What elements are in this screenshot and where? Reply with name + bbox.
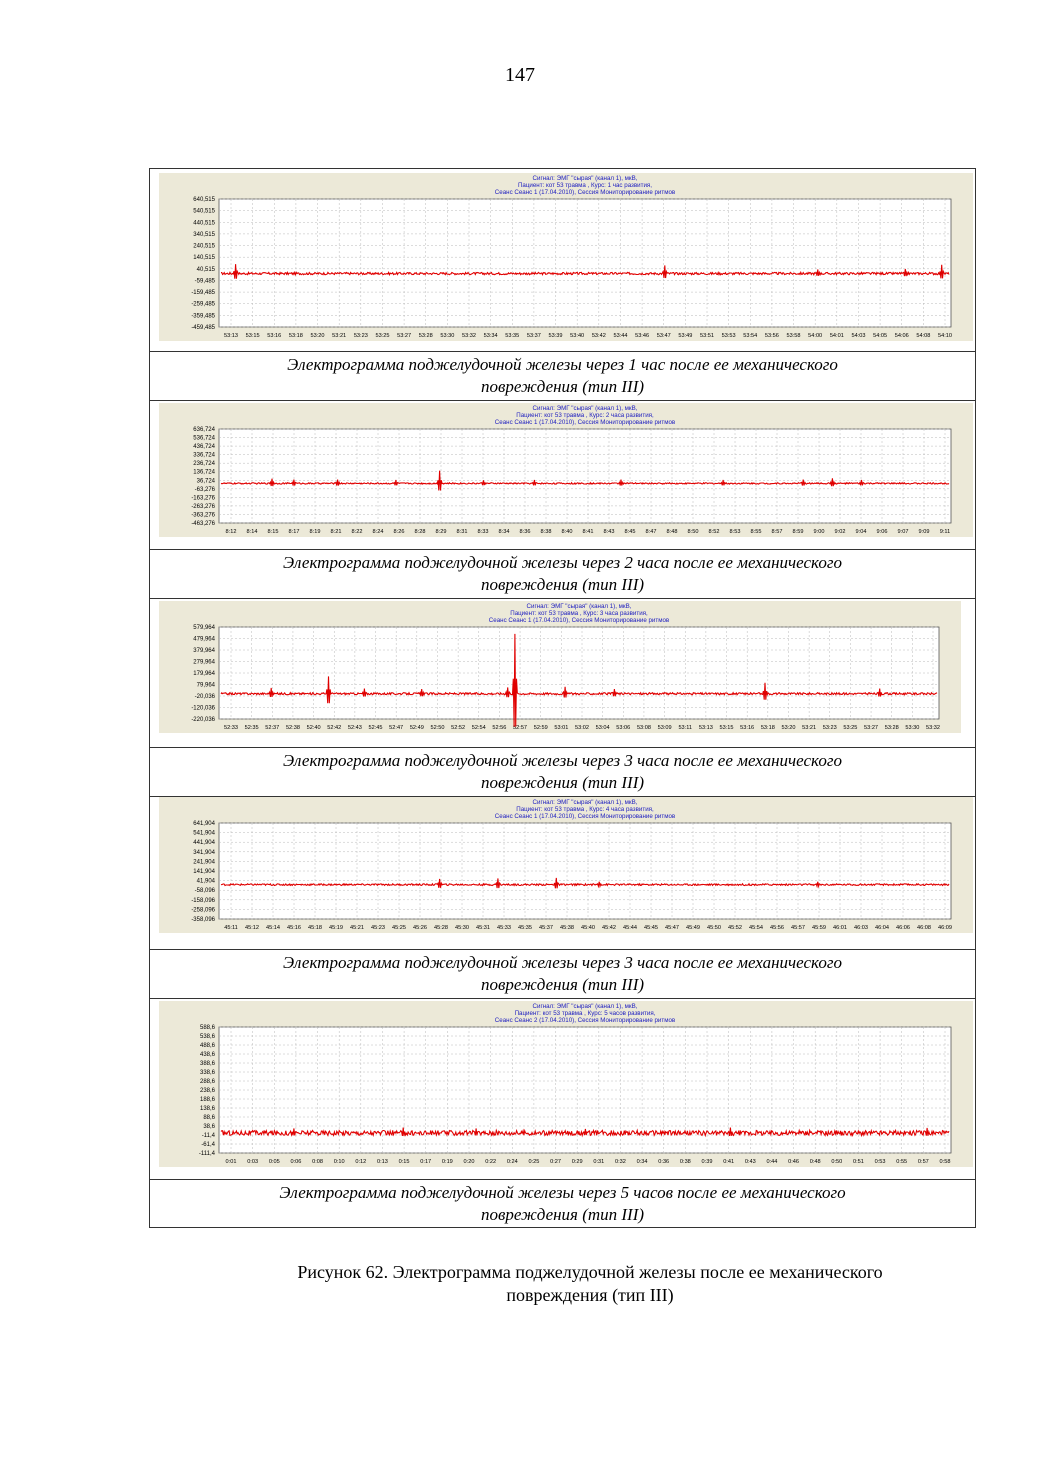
y-tick-label: 436,724	[193, 444, 215, 451]
chart-header-line: Сеанс Сеанс 2 (17.04.2010), Сессия Мониторирование ритмов	[494, 1017, 676, 1024]
y-tick-label: 579,964	[193, 625, 215, 631]
x-tick-label: 8:45	[624, 529, 636, 535]
x-tick-label: 45:25	[392, 925, 406, 931]
x-tick-label: 54:10	[938, 333, 952, 339]
x-tick-label: 9:04	[855, 529, 867, 535]
x-tick-label: 53:25	[843, 725, 858, 731]
x-tick-label: 45:18	[308, 925, 322, 931]
x-tick-label: 52:57	[513, 725, 528, 731]
x-tick-label: 0:39	[701, 1159, 713, 1165]
x-tick-label: 53:46	[635, 333, 650, 339]
x-tick-label: 52:40	[306, 725, 321, 731]
x-tick-label: 0:12	[355, 1159, 367, 1165]
x-tick-label: 53:20	[310, 333, 325, 339]
x-tick-label: 0:53	[874, 1159, 886, 1165]
x-tick-label: 45:50	[707, 925, 721, 931]
x-tick-label: 53:18	[760, 725, 775, 731]
x-tick-label: 9:07	[897, 529, 909, 535]
x-tick-label: 0:51	[853, 1159, 864, 1165]
y-tick-label: -363,276	[191, 512, 215, 519]
x-tick-label: 45:59	[812, 925, 826, 931]
x-tick-label: 52:52	[451, 725, 466, 731]
x-tick-label: 53:20	[781, 725, 796, 731]
x-tick-label: 45:49	[686, 925, 700, 931]
y-tick-label: -263,276	[191, 503, 215, 510]
x-tick-label: 53:15	[719, 725, 734, 731]
y-tick-label: 41,904	[196, 878, 215, 885]
caption-line: Электрограмма поджелудочной железы через 3 часа после ее механического	[283, 751, 842, 770]
x-tick-label: 52:49	[409, 725, 424, 731]
x-tick-label: 9:11	[939, 529, 951, 535]
y-tick-label: 541,904	[193, 830, 215, 837]
chart-header-line: Сеанс Сеанс 1 (17.04.2010), Сессия Мониторирование ритмов	[494, 419, 676, 426]
x-tick-label: 53:30	[905, 725, 920, 731]
x-tick-label: 52:45	[368, 725, 383, 731]
x-tick-label: 53:13	[224, 333, 238, 339]
x-tick-label: 8:24	[372, 529, 384, 535]
x-tick-label: 8:52	[708, 529, 720, 535]
chart-header-line: Пациент: кот 53 травма , Курс: 4 часа развития,	[516, 806, 654, 813]
y-tick-label: -11,4	[201, 1133, 215, 1139]
x-tick-label: 8:36	[519, 529, 531, 535]
x-tick-label: 8:57	[771, 529, 783, 535]
y-tick-label: -163,276	[191, 495, 215, 502]
x-tick-label: 53:02	[575, 725, 589, 731]
electrogram-chart-5	[159, 1001, 973, 1167]
chart-header-line: Сигнал: ЭМГ "сырая" (канал 1), мкВ,	[526, 603, 632, 610]
plot-area	[219, 199, 951, 327]
y-tick-label: -220,036	[191, 717, 215, 723]
x-tick-label: 0:38	[679, 1159, 691, 1165]
x-tick-label: 54:01	[829, 333, 844, 339]
x-tick-label: 0:13	[377, 1159, 388, 1165]
x-tick-label: 8:15	[267, 529, 279, 535]
y-tick-label: 238,6	[199, 1088, 215, 1094]
x-tick-label: 0:08	[312, 1159, 323, 1165]
x-tick-label: 54:00	[808, 333, 823, 339]
x-tick-label: 46:04	[875, 925, 889, 931]
x-tick-label: 8:22	[351, 529, 363, 535]
x-tick-label: 46:09	[938, 925, 952, 931]
y-tick-label: -359,485	[191, 313, 215, 320]
chart-caption-5	[150, 1179, 975, 1227]
figure-caption-line: Рисунок 62. Электрограмма поджелудочной железы после ее механического	[297, 1262, 883, 1282]
chart-header-line: Сигнал: ЭМГ "сырая" (канал 1), мкВ,	[532, 1003, 638, 1010]
y-tick-label: -159,485	[191, 290, 215, 297]
y-tick-label: 241,904	[193, 859, 215, 866]
x-tick-label: 0:44	[766, 1159, 778, 1165]
x-tick-label: 46:03	[854, 925, 868, 931]
x-tick-label: 8:12	[225, 529, 237, 535]
x-tick-label: 53:51	[700, 333, 714, 339]
x-tick-label: 45:33	[497, 925, 511, 931]
x-tick-label: 53:40	[570, 333, 585, 339]
chart-row-2	[150, 401, 975, 549]
y-tick-label: 341,904	[193, 849, 215, 856]
x-tick-label: 45:14	[266, 925, 280, 931]
electrogram-chart-2	[159, 403, 973, 537]
chart-header-line: Сигнал: ЭМГ "сырая" (канал 1), мкВ,	[532, 405, 638, 412]
x-tick-label: 0:05	[268, 1159, 280, 1165]
x-tick-label: 8:31	[456, 529, 468, 535]
x-tick-label: 8:26	[393, 529, 405, 535]
figure-caption-line: повреждения (тип III)	[506, 1285, 674, 1305]
x-tick-label: 53:47	[656, 333, 671, 339]
y-tick-label: -111,4	[198, 1151, 215, 1157]
x-tick-label: 0:01	[225, 1159, 237, 1165]
x-tick-label: 8:28	[414, 529, 426, 535]
x-tick-label: 45:23	[371, 925, 385, 931]
x-tick-label: 8:43	[603, 529, 615, 535]
x-tick-label: 45:57	[791, 925, 805, 931]
y-tick-label: 438,6	[199, 1052, 215, 1058]
x-tick-label: 53:16	[267, 333, 282, 339]
x-tick-label: 8:14	[246, 529, 258, 535]
x-tick-label: 53:15	[245, 333, 260, 339]
y-tick-label: 288,6	[199, 1079, 215, 1085]
x-tick-label: 53:49	[678, 333, 693, 339]
y-tick-label: 540,515	[193, 208, 215, 215]
x-tick-label: 45:28	[434, 925, 448, 931]
x-tick-label: 0:34	[636, 1159, 648, 1165]
y-tick-label: 379,964	[193, 648, 215, 654]
x-tick-label: 0:31	[593, 1159, 605, 1165]
x-tick-label: 53:21	[802, 725, 817, 731]
x-tick-label: 53:32	[462, 333, 476, 339]
x-tick-label: 0:50	[831, 1159, 843, 1165]
chart-caption-2	[150, 549, 975, 599]
x-tick-label: 54:08	[916, 333, 931, 339]
x-tick-label: 0:36	[658, 1159, 670, 1165]
x-tick-label: 45:42	[602, 925, 616, 931]
x-tick-label: 53:09	[657, 725, 672, 731]
x-tick-label: 53:53	[721, 333, 736, 339]
chart-header-line: Сеанс Сеанс 1 (17.04.2010), Сессия Мониторирование ритмов	[494, 189, 676, 196]
x-tick-label: 45:31	[476, 925, 490, 931]
x-tick-label: 0:32	[615, 1159, 626, 1165]
caption-line: Электрограмма поджелудочной железы через 2 часа после ее механического	[283, 553, 842, 572]
x-tick-label: 53:27	[864, 725, 879, 731]
y-tick-label: 38,6	[203, 1124, 215, 1130]
y-tick-label: -258,096	[191, 907, 215, 914]
y-tick-label: 136,724	[193, 469, 215, 476]
y-tick-label: 188,6	[199, 1097, 215, 1103]
chart-panel	[159, 403, 973, 537]
x-tick-label: 9:06	[876, 529, 888, 535]
x-tick-label: 53:58	[786, 333, 801, 339]
x-tick-label: 0:48	[809, 1159, 821, 1165]
x-tick-label: 0:15	[398, 1159, 410, 1165]
y-tick-label: 388,6	[199, 1061, 215, 1067]
x-tick-label: 8:41	[582, 529, 594, 535]
chart-header-line: Сигнал: ЭМГ "сырая" (канал 1), мкВ,	[532, 175, 638, 182]
caption-line: Электрограмма поджелудочной железы через 1 час после ее механического	[287, 355, 838, 374]
caption-line: повреждения (тип III)	[480, 575, 645, 594]
x-tick-label: 53:28	[418, 333, 433, 339]
x-tick-label: 8:19	[309, 529, 321, 535]
caption-line: повреждения (тип III)	[480, 773, 645, 792]
y-tick-label: -63,276	[194, 486, 215, 493]
y-tick-label: 441,904	[193, 840, 215, 847]
caption-line: повреждения (тип III)	[480, 975, 645, 994]
x-tick-label: 46:08	[917, 925, 931, 931]
x-tick-label: 0:24	[506, 1159, 518, 1165]
x-tick-label: 53:23	[353, 333, 368, 339]
x-tick-label: 45:11	[224, 925, 238, 931]
y-tick-label: 536,724	[193, 435, 215, 442]
y-tick-label: 240,515	[193, 243, 215, 250]
x-tick-label: 53:56	[764, 333, 779, 339]
caption-line: Электрограмма поджелудочной железы через 3 часа после ее механического	[283, 953, 842, 972]
x-tick-label: 45:16	[287, 925, 301, 931]
y-tick-label: 538,6	[199, 1034, 215, 1040]
y-tick-label: 636,724	[193, 427, 215, 433]
x-tick-label: 0:55	[896, 1159, 908, 1165]
x-tick-label: 52:37	[265, 725, 280, 731]
x-tick-label: 45:30	[455, 925, 469, 931]
x-tick-label: 45:26	[413, 925, 427, 931]
electrogram-chart-3	[159, 601, 961, 733]
y-tick-label: 236,724	[193, 461, 215, 468]
x-tick-label: 53:23	[822, 725, 837, 731]
y-tick-label: 88,6	[203, 1115, 215, 1121]
x-tick-label: 53:54	[743, 333, 758, 339]
x-tick-label: 45:19	[329, 925, 343, 931]
chart-caption-1	[150, 351, 975, 401]
x-tick-label: 45:12	[245, 925, 259, 931]
y-tick-label: 36,724	[196, 478, 215, 485]
x-tick-label: 53:01	[554, 725, 569, 731]
caption-line: Электрограмма поджелудочной железы через 5 часов после ее механического	[279, 1182, 846, 1202]
y-tick-label: -259,485	[191, 301, 215, 308]
y-tick-label: 40,515	[196, 266, 215, 273]
figure-table	[149, 168, 976, 1228]
x-tick-label: 53:42	[591, 333, 606, 339]
x-tick-label: 53:21	[332, 333, 347, 339]
x-tick-label: 8:17	[288, 529, 300, 535]
x-tick-label: 0:20	[463, 1159, 475, 1165]
page-number: 147	[505, 64, 535, 86]
x-tick-label: 52:42	[327, 725, 342, 731]
x-tick-label: 8:53	[729, 529, 741, 535]
chart-header-line: Сигнал: ЭМГ "сырая" (канал 1), мкВ,	[532, 799, 638, 806]
x-tick-label: 0:06	[290, 1159, 302, 1165]
x-tick-label: 45:44	[623, 925, 637, 931]
x-tick-label: 52:38	[285, 725, 300, 731]
x-tick-label: 8:48	[666, 529, 678, 535]
chart-panel	[159, 601, 961, 733]
x-tick-label: 52:56	[492, 725, 507, 731]
y-tick-label: 179,964	[193, 671, 215, 677]
x-tick-label: 0:10	[333, 1159, 345, 1165]
chart-row-4	[150, 797, 975, 949]
x-tick-label: 53:39	[548, 333, 563, 339]
y-tick-label: 79,964	[196, 682, 215, 689]
x-tick-label: 45:37	[539, 925, 553, 931]
x-tick-label: 0:29	[571, 1159, 583, 1165]
x-tick-label: 54:03	[851, 333, 866, 339]
caption-line: повреждения (тип III)	[480, 1204, 645, 1224]
x-tick-label: 52:59	[533, 725, 548, 731]
x-tick-label: 45:38	[560, 925, 574, 931]
x-tick-label: 0:25	[528, 1159, 540, 1165]
electrogram-chart-4	[159, 797, 973, 933]
x-tick-label: 45:40	[581, 925, 595, 931]
x-tick-label: 0:03	[247, 1159, 259, 1165]
y-tick-label: 488,6	[199, 1043, 215, 1049]
x-tick-label: 0:43	[744, 1159, 756, 1165]
y-tick-label: 141,904	[193, 869, 215, 875]
x-tick-label: 9:00	[813, 529, 825, 535]
y-tick-label: 279,964	[193, 659, 215, 666]
x-tick-label: 46:01	[833, 925, 847, 931]
x-tick-label: 45:35	[518, 925, 532, 931]
x-tick-label: 0:27	[550, 1159, 561, 1165]
chart-header-line: Пациент: кот 53 травма , Курс: 2 часа развития,	[516, 412, 654, 419]
chart-header-line: Сеанс Сеанс 1 (17.04.2010), Сессия Мониторирование ритмов	[494, 813, 676, 820]
x-tick-label: 8:59	[792, 529, 804, 535]
chart-header-line: Пациент: кот 53 травма , Курс: 3 часа развития,	[510, 610, 648, 617]
x-tick-label: 53:25	[375, 333, 390, 339]
y-tick-label: 479,964	[193, 636, 215, 643]
x-tick-label: 53:27	[397, 333, 412, 339]
y-tick-label: 338,6	[199, 1070, 215, 1076]
x-tick-label: 0:19	[441, 1159, 453, 1165]
x-tick-label: 53:35	[505, 333, 520, 339]
x-tick-label: 53:11	[678, 725, 693, 731]
y-tick-label: -158,096	[191, 897, 215, 904]
x-tick-label: 45:52	[728, 925, 742, 931]
x-tick-label: 53:08	[636, 725, 651, 731]
x-tick-label: 45:45	[644, 925, 658, 931]
y-tick-label: -463,276	[191, 521, 215, 527]
x-tick-label: 8:50	[687, 529, 699, 535]
chart-row-5	[150, 999, 975, 1179]
chart-header-line: Пациент: кот 53 травма , Курс: 5 часов развития,	[514, 1010, 656, 1017]
x-tick-label: 8:34	[498, 529, 510, 535]
x-tick-label: 8:55	[750, 529, 762, 535]
x-tick-label: 46:06	[896, 925, 910, 931]
x-tick-label: 0:58	[939, 1159, 951, 1165]
x-tick-label: 53:44	[613, 333, 628, 339]
x-tick-label: 53:16	[740, 725, 755, 731]
y-tick-label: 340,515	[193, 231, 215, 238]
figure-caption	[200, 1261, 980, 1307]
chart-header-line: Сеанс Сеанс 1 (17.04.2010), Сессия Мониторирование ритмов	[488, 617, 670, 624]
y-tick-label: -59,485	[194, 278, 215, 285]
x-tick-label: 0:17	[420, 1159, 432, 1165]
x-tick-label: 8:33	[477, 529, 489, 535]
x-tick-label: 52:43	[347, 725, 362, 731]
chart-caption-4	[150, 949, 975, 999]
electrogram-chart-1	[159, 173, 973, 341]
x-tick-label: 52:47	[389, 725, 404, 731]
y-tick-label: 138,6	[199, 1106, 215, 1112]
x-tick-label: 52:54	[471, 725, 486, 731]
x-tick-label: 52:35	[244, 725, 259, 731]
chart-panel	[159, 173, 973, 341]
x-tick-label: 9:09	[918, 529, 930, 535]
x-tick-label: 0:46	[788, 1159, 799, 1165]
x-tick-label: 0:22	[485, 1159, 497, 1165]
y-tick-label: -120,036	[191, 705, 215, 712]
y-tick-label: 140,515	[193, 255, 215, 262]
caption-line: повреждения (тип III)	[480, 377, 645, 396]
x-tick-label: 53:34	[483, 333, 498, 339]
x-tick-label: 45:47	[665, 925, 679, 931]
x-tick-label: 8:38	[540, 529, 552, 535]
chart-panel	[159, 797, 973, 933]
x-tick-label: 53:28	[884, 725, 899, 731]
x-tick-label: 45:56	[770, 925, 784, 931]
x-tick-label: 8:40	[561, 529, 573, 535]
chart-header-line: Пациент: кот 53 травма , Курс: 1 час развития,	[517, 182, 653, 189]
y-tick-label: 641,904	[193, 821, 215, 827]
x-tick-label: 53:13	[698, 725, 713, 731]
x-tick-label: 52:33	[224, 725, 238, 731]
x-tick-label: 53:30	[440, 333, 455, 339]
chart-caption-3	[150, 747, 975, 797]
y-tick-label: 440,515	[193, 220, 215, 227]
y-tick-label: 336,724	[193, 452, 215, 459]
x-tick-label: 9:02	[834, 529, 846, 535]
y-tick-label: -61,4	[201, 1142, 215, 1148]
x-tick-label: 0:41	[723, 1159, 735, 1165]
x-tick-label: 53:37	[526, 333, 541, 339]
x-tick-label: 8:29	[435, 529, 447, 535]
y-tick-label: -20,036	[194, 694, 215, 700]
chart-row-1	[150, 169, 975, 351]
x-tick-label: 45:21	[350, 925, 364, 931]
y-tick-label: 588,6	[199, 1025, 215, 1031]
x-tick-label: 54:06	[894, 333, 909, 339]
x-tick-label: 45:54	[749, 925, 763, 931]
x-tick-label: 53:04	[595, 725, 610, 731]
chart-row-3	[150, 599, 975, 747]
x-tick-label: 53:32	[926, 725, 940, 731]
x-tick-label: 0:57	[917, 1159, 929, 1165]
x-tick-label: 8:47	[645, 529, 657, 535]
x-tick-label: 53:06	[616, 725, 631, 731]
x-tick-label: 54:05	[873, 333, 888, 339]
x-tick-label: 53:18	[288, 333, 303, 339]
y-tick-label: 640,515	[193, 197, 215, 203]
y-tick-label: -358,096	[191, 917, 215, 923]
y-tick-label: -459,485	[191, 325, 215, 331]
x-tick-label: 8:21	[330, 529, 342, 535]
x-tick-label: 52:50	[430, 725, 445, 731]
chart-panel	[159, 1001, 973, 1167]
plot-area	[219, 429, 951, 523]
y-tick-label: -58,096	[194, 888, 215, 895]
